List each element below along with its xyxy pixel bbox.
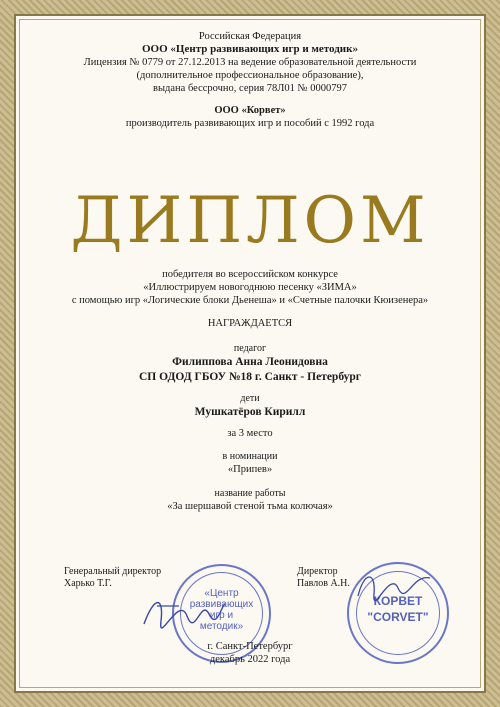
awarded-text: НАГРАЖДАЕТСЯ — [207, 318, 293, 329]
nomination-block — [14, 450, 486, 476]
header-block — [14, 30, 486, 130]
diploma-content — [14, 14, 486, 693]
contest-line-1: победителя во всероссийском конкурсе — [162, 269, 338, 280]
right-signer-name: Павлов А.Н. — [297, 578, 350, 589]
left-stamp-text-2: развивающих — [189, 599, 254, 610]
teacher-name: Филиппова Анна Леонидовна — [172, 356, 328, 368]
left-signer-title: Генеральный директор — [64, 566, 162, 577]
right-signature-scribble — [354, 566, 434, 606]
footer-city: г. Санкт-Петербург — [207, 641, 293, 652]
contest-block — [14, 268, 486, 307]
right-stamp-text-2: "CORVET" — [367, 610, 429, 624]
work-title: «За шершавой стеной тьма колючая» — [167, 501, 333, 512]
contest-line-3: с помощью игр «Логические блоки Дьенеша» и «Счетные палочки Кюизенера» — [71, 295, 429, 306]
license-line-2: (дополнительное профессиональное образование), — [136, 70, 364, 81]
place-text: за 3 место — [227, 428, 273, 439]
left-stamp-text-1: «Центр — [204, 588, 239, 599]
teacher-institution: СП ОДОД ГБОУ №18 г. Санкт - Петербург — [138, 371, 362, 383]
children-label: дети — [240, 393, 260, 404]
place-block — [14, 427, 486, 440]
right-signature-block — [297, 566, 350, 590]
left-signature-scribble — [139, 586, 229, 636]
footer-date: декабрь 2022 года — [209, 654, 291, 665]
child-name: Мушкатёров Кирилл — [194, 406, 306, 418]
left-stamp-text-3: игр и — [209, 610, 234, 621]
right-signer-title: Директор — [297, 566, 338, 577]
license-line-3: выдана бессрочно, серия 78Л01 № 0000797 — [153, 83, 347, 94]
contest-line-2: «Иллюстрируем новогоднюю песенку «ЗИМА» — [143, 282, 357, 293]
awarded-label — [14, 317, 486, 330]
corvet-description: производитель развивающих игр и пособий с 1992 года — [125, 118, 375, 129]
org-name: ООО «Центр развивающих игр и методик» — [142, 43, 358, 55]
nomination-label: в номинации — [222, 451, 278, 462]
teacher-block — [14, 342, 486, 385]
corvet-name: ООО «Корвет» — [214, 105, 286, 116]
nomination-value: «Припев» — [227, 464, 273, 475]
license-line-1: Лицензия № 0779 от 27.12.2013 на ведение образовательной деятельности — [83, 57, 417, 68]
footer-block — [14, 640, 486, 666]
left-stamp-text-4: методик» — [199, 621, 244, 632]
diploma-title: ДИПЛОМ — [70, 184, 430, 258]
work-block — [14, 487, 486, 513]
teacher-label: педагог — [233, 343, 267, 354]
work-label: название работы — [214, 488, 286, 499]
federation-text: Российская Федерация — [198, 31, 302, 42]
children-block — [14, 392, 486, 420]
left-signer-name: Харько Т.Г. — [64, 578, 112, 589]
right-stamp-text-1: КОРВЕТ — [373, 594, 423, 608]
